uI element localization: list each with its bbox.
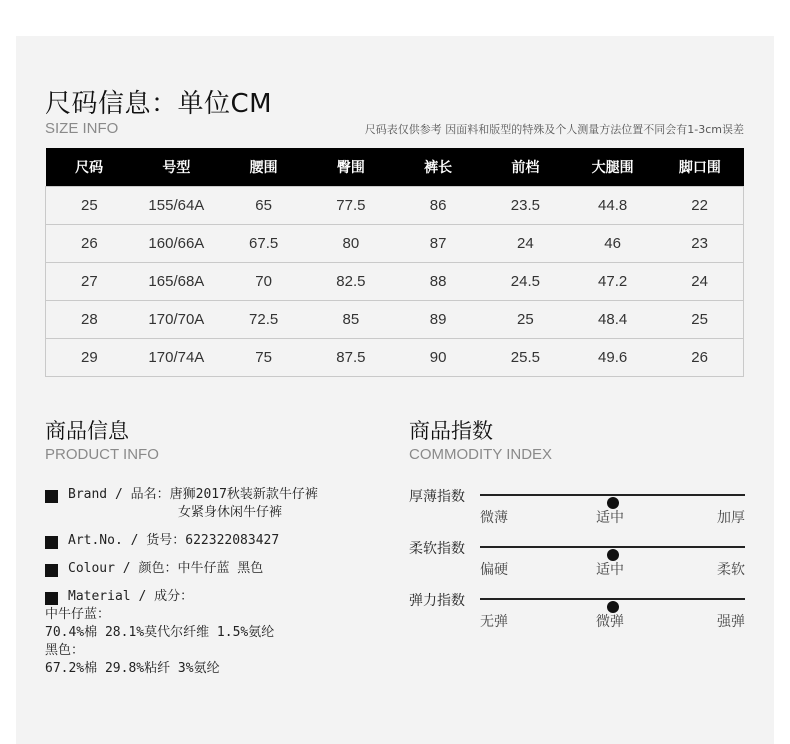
product-info-list [45,486,385,688]
table-cell: 24.5 [482,263,569,301]
index-label-left: 无弹 [480,614,508,630]
table-cell: 90 [395,339,482,377]
table-cell: 22 [656,187,743,225]
index-name: 弹力指数 [409,593,465,609]
index-label-left: 微薄 [480,510,508,526]
commodity-index-title: 商品指数 [409,419,493,443]
material-black-text: 67.2%棉 29.8%粘纤 3%氨纶 [45,661,220,676]
index-label-right: 强弹 [717,614,745,630]
header-cell: 大腿围 [569,148,656,187]
bullet-square-icon [45,490,58,503]
brand-text-line2: 女紧身休闲牛仔裤 [178,505,283,520]
table-cell: 88 [395,263,482,301]
table-cell: 75 [220,339,307,377]
bullet-square-icon [45,592,58,605]
index-row-softness [409,538,745,584]
product-info-subtitle: PRODUCT INFO [45,446,159,463]
index-name: 柔软指数 [409,541,465,557]
table-cell: 85 [307,301,394,339]
header-cell: 尺码 [46,148,133,187]
table-row [46,225,744,263]
list-item [45,532,385,550]
material-blue-label: 中牛仔蓝： [45,607,111,622]
table-cell: 25 [482,301,569,339]
table-row [46,187,744,225]
commodity-index-subtitle: COMMODITY INDEX [409,446,553,463]
header-cell: 裤长 [395,148,482,187]
material-black-label: 黑色： [45,643,85,658]
table-cell: 170/70A [133,301,220,339]
table-row [46,339,744,377]
index-label-middle: 适中 [596,562,624,578]
index-label-left: 偏硬 [480,562,508,578]
table-cell: 86 [395,187,482,225]
table-cell: 29 [46,339,133,377]
index-scale-line [480,494,745,496]
index-scale-line [480,546,745,548]
table-cell: 24 [482,225,569,263]
index-name: 厚薄指数 [409,489,465,505]
index-scale-line [480,598,745,600]
product-info-title: 商品信息 [45,419,129,443]
table-cell: 27 [46,263,133,301]
table-row [46,263,744,301]
table-cell: 165/68A [133,263,220,301]
material-text: Material / 成分： [68,589,194,604]
header-cell: 脚口围 [656,148,743,187]
table-cell: 72.5 [220,301,307,339]
list-item [45,486,385,522]
table-cell: 26 [656,339,743,377]
bullet-square-icon [45,536,58,549]
index-label-right: 柔软 [717,562,745,578]
art-no-text: Art.No. / 货号：622322083427 [68,533,280,548]
header-cell: 号型 [133,148,220,187]
table-cell: 89 [395,301,482,339]
table-cell: 44.8 [569,187,656,225]
size-chart-header-row [46,148,744,187]
table-cell: 25 [46,187,133,225]
table-cell: 70 [220,263,307,301]
table-cell: 24 [656,263,743,301]
index-label-middle: 微弹 [596,614,624,630]
table-cell: 87.5 [307,339,394,377]
table-cell: 28 [46,301,133,339]
table-cell: 67.5 [220,225,307,263]
size-info-subtitle: SIZE INFO [45,120,119,137]
material-blue-text: 70.4%棉 28.1%莫代尔纤维 1.5%氨纶 [45,625,275,640]
table-cell: 47.2 [569,263,656,301]
list-item [45,588,385,678]
table-row [46,301,744,339]
index-row-thickness [409,486,745,532]
table-cell: 170/74A [133,339,220,377]
table-cell: 46 [569,225,656,263]
list-item [45,560,385,578]
table-cell: 80 [307,225,394,263]
table-cell: 26 [46,225,133,263]
table-cell: 48.4 [569,301,656,339]
table-cell: 155/64A [133,187,220,225]
header-cell: 臀围 [307,148,394,187]
bullet-square-icon [45,564,58,577]
header-cell: 前档 [482,148,569,187]
table-cell: 82.5 [307,263,394,301]
header-cell: 腰围 [220,148,307,187]
index-label-right: 加厚 [717,510,745,526]
table-cell: 87 [395,225,482,263]
table-cell: 25 [656,301,743,339]
table-cell: 65 [220,187,307,225]
brand-text: Brand / 品名：唐狮2017秋装新款牛仔裤 [68,487,318,502]
index-label-middle: 适中 [596,510,624,526]
table-cell: 160/66A [133,225,220,263]
table-cell: 23 [656,225,743,263]
table-cell: 49.6 [569,339,656,377]
index-row-elasticity [409,590,745,636]
size-info-title: 尺码信息：单位CM [45,89,273,119]
table-cell: 23.5 [482,187,569,225]
colour-text: Colour / 颜色：中牛仔蓝 黑色 [68,561,264,576]
size-chart-table [45,148,744,377]
table-cell: 77.5 [307,187,394,225]
table-cell: 25.5 [482,339,569,377]
size-disclaimer-note: 尺码表仅供参考 因面料和版型的特殊及个人测量方法位置不同会有1-3cm误差 [364,123,744,136]
